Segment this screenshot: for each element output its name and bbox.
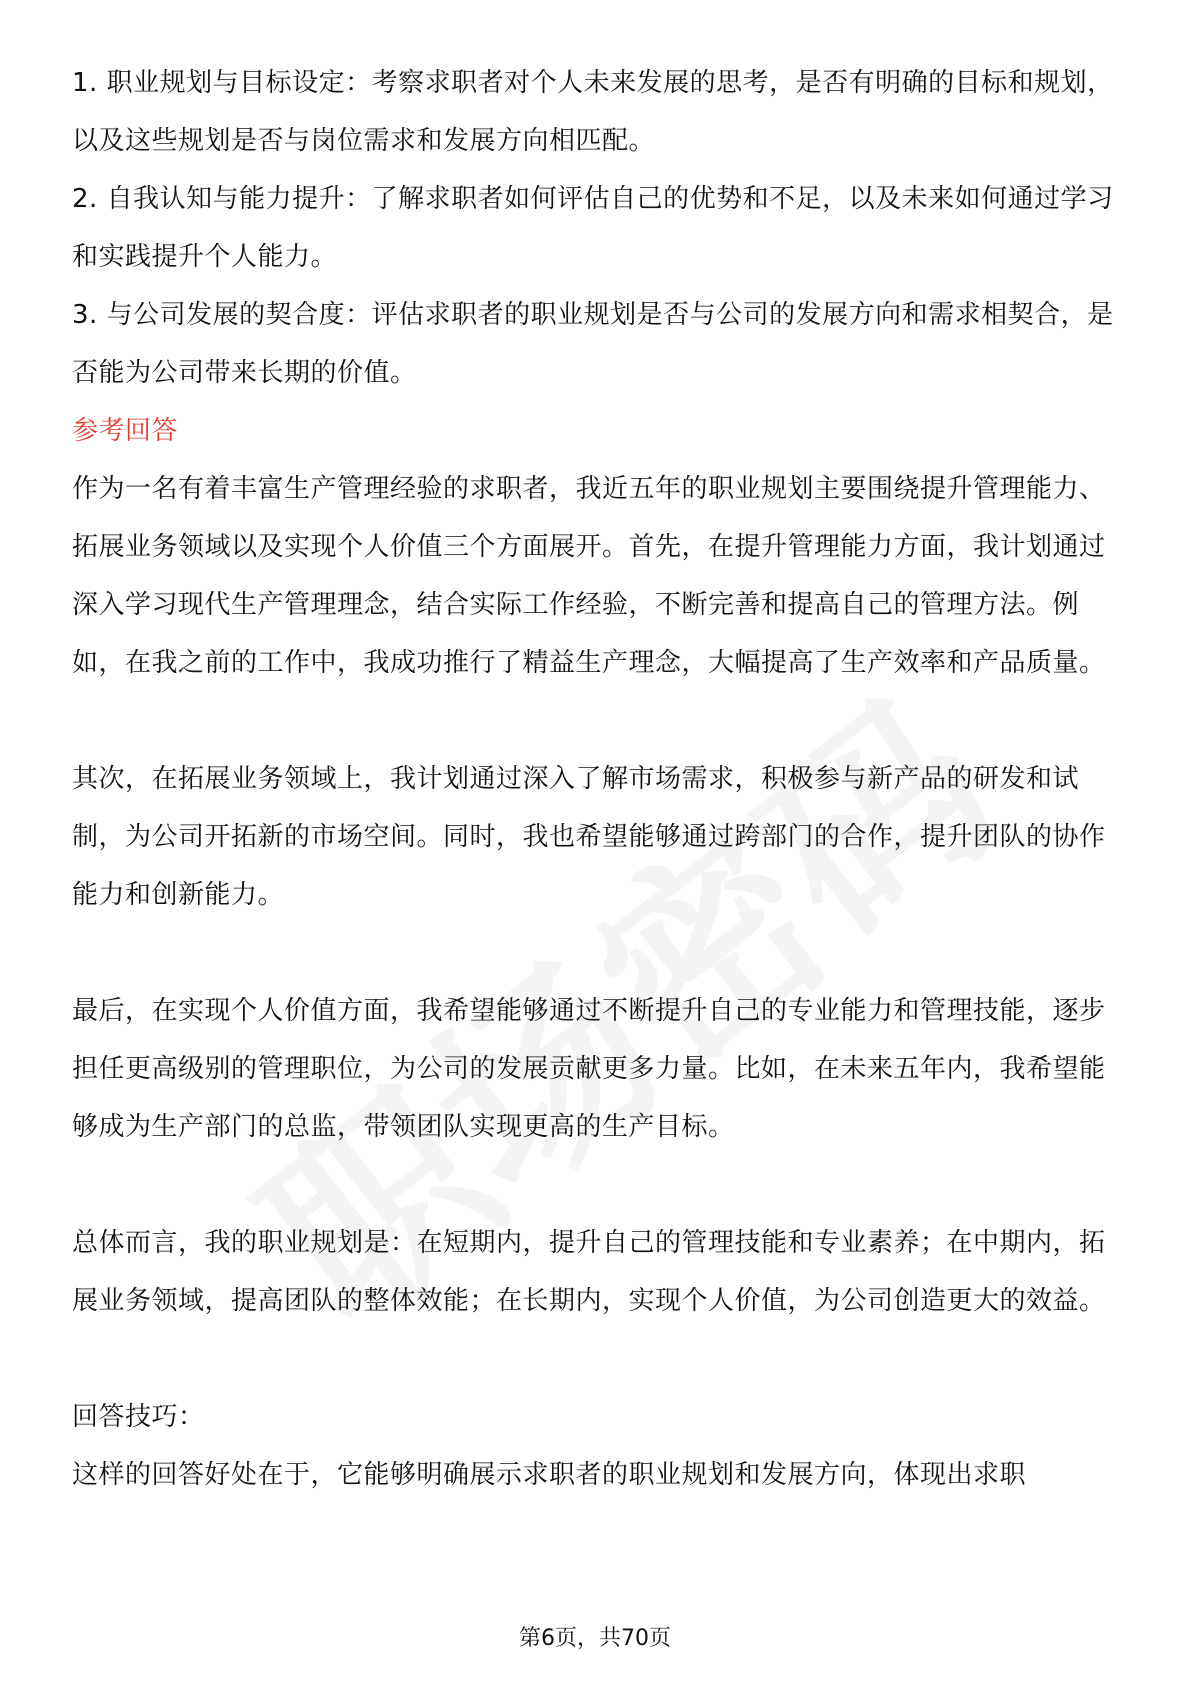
answer-paragraph-2: 其次，在拓展业务领域上，我计划通过深入了解市场需求，积极参与新产品的研发和试制，为公司开拓新的市场空间。同时，我也希望能够通过跨部门的合作，提升团队的协作能力和创新能力。 <box>72 764 1106 910</box>
paragraph-gap <box>72 692 1118 750</box>
reference-answer-heading: 参考回答 <box>72 416 179 446</box>
tips-text: 这样的回答好处在于，它能够明确展示求职者的职业规划和发展方向，体现出求职 <box>72 1460 1027 1490</box>
evaluation-point-3: 3. 与公司发展的契合度：评估求职者的职业规划是否与公司的发展方向和需求相契合，是否能为公司带来长期的价值。 <box>72 300 1114 388</box>
answer-paragraph-3: 最后，在实现个人价值方面，我希望能够通过不断提升自己的专业能力和管理技能，逐步担任更高级别的管理职位，为公司的发展贡献更多力量。比如，在未来五年内，我希望能够成为生产部门的总监，带领团队实现更高的生产目标。 <box>72 996 1106 1142</box>
answer-paragraph-4: 总体而言，我的职业规划是：在短期内，提升自己的管理技能和专业素养；在中期内，拓展业务领域，提高团队的整体效能；在长期内，实现个人价值，为公司创造更大的效益。 <box>72 1228 1106 1316</box>
page-number: 第6页，共70页 <box>519 1626 671 1651</box>
answer-paragraph-1: 作为一名有着丰富生产管理经验的求职者，我近五年的职业规划主要围绕提升管理能力、拓展业务领域以及实现个人价值三个方面展开。首先，在提升管理能力方面，我计划通过深入学习现代生产管理理念，结合实际工作经验，不断完善和提高自己的管理方法。例如，在我之前的工作中，我成功推行了精益生产理念，大幅提高了生产效率和产品质量。 <box>72 474 1106 678</box>
paragraph-gap <box>72 1156 1118 1214</box>
page-content <box>72 54 1118 1504</box>
paragraph-gap <box>72 1330 1118 1388</box>
evaluation-point-1: 1. 职业规划与目标设定：考察求职者对个人未来发展的思考，是否有明确的目标和规划，以及这些规划是否与岗位需求和发展方向相匹配。 <box>72 68 1114 156</box>
tips-heading: 回答技巧： <box>72 1402 205 1432</box>
evaluation-point-2: 2. 自我认知与能力提升：了解求职者如何评估自己的优势和不足，以及未来如何通过学习和实践提升个人能力。 <box>72 184 1114 272</box>
paragraph-gap <box>72 924 1118 982</box>
